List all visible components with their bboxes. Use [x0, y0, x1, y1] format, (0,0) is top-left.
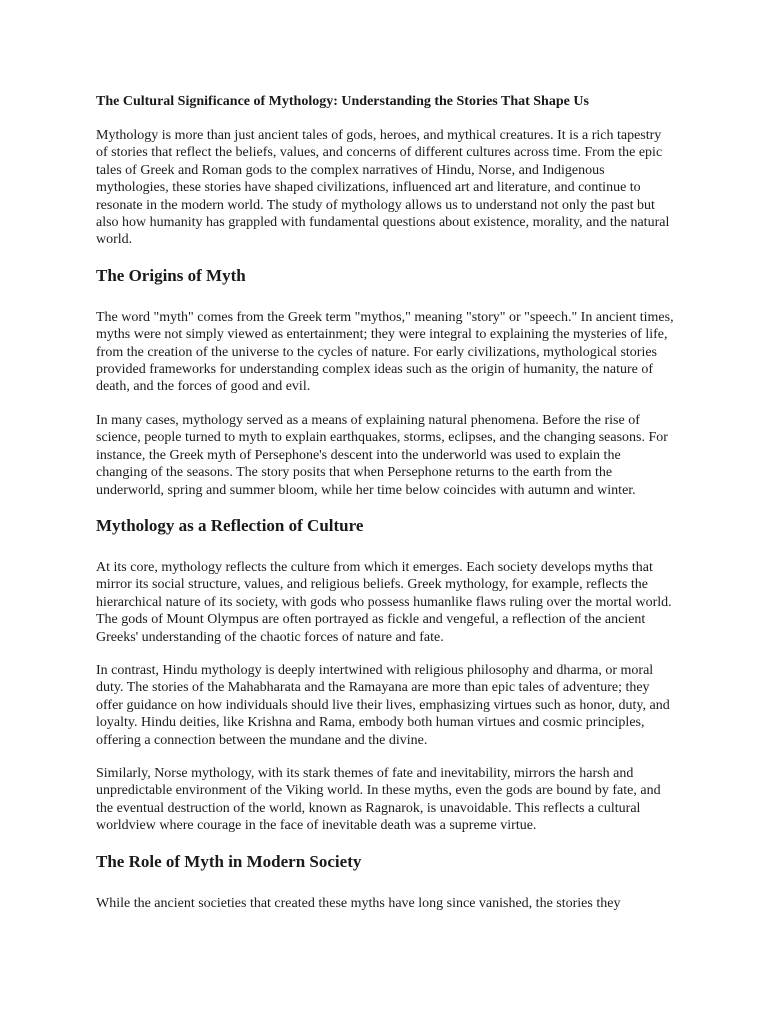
paragraph: In contrast, Hindu mythology is deeply intertwined with religious philosophy and dharma, or moral duty. The stories of the Mahabharata and the Ramayana are more than epic tales of adventure; they offer guidance on how individuals should live their lives, emphasizing virtues such as honor, duty, and loyalty. Hindu deities, like Krishna and Rama, embody both human virtues and cosmic principles, offering a connection between the mundane and the divine. [96, 662, 670, 748]
section-heading-modern: The Role of Myth in Modern Society [96, 851, 362, 871]
document-page [96, 93, 674, 928]
section-heading-origins: The Origins of Myth [96, 265, 246, 285]
document-title: The Cultural Significance of Mythology: Understanding the Stories That Shape Us [96, 94, 589, 109]
paragraph: The word "myth" comes from the Greek term "mythos," meaning "story" or "speech." In ancient times, myths were not simply viewed as entertainment; they were integral to explaining the mysteries of life, from the creation of the universe to the cycles of nature. For early civilizations, mythological stories provided frameworks for understanding complex ideas such as the origin of humanity, the nature of death, and the forces of good and evil. [96, 309, 674, 395]
paragraph: Similarly, Norse mythology, with its stark themes of fate and inevitability, mirrors the harsh and unpredictable environment of the Viking world. In these myths, even the gods are bound by fate, and the eventual destruction of the world, known as Ragnarok, is unavoidable. This reflects a cultural worldview where courage in the face of inevitable death was a supreme virtue. [96, 765, 661, 834]
paragraph: At its core, mythology reflects the culture from which it emerges. Each society develops myths that mirror its social structure, values, and religious beliefs. Greek mythology, for example, reflects the hierarchical nature of its society, with gods who possess humanlike flaws ruling over the mortal world. The gods of Mount Olympus are often portrayed as fickle and vengeful, a reflection of the ancient Greeks' understanding of the chaotic forces of nature and fate. [96, 559, 672, 645]
intro-paragraph: Mythology is more than just ancient tales of gods, heroes, and mythical creatures. It is a rich tapestry of stories that reflect the beliefs, values, and concerns of different cultures across time. From the epic tales of Greek and Roman gods to the complex narratives of Hindu, Norse, and Indigenous mythologies, these stories have shaped civilizations, influenced art and literature, and continue to resonate in the modern world. The study of mythology allows us to understand not only the past but also how humanity has grappled with fundamental questions about existence, morality, and the natural world. [96, 128, 670, 248]
section-heading-culture: Mythology as a Reflection of Culture [96, 515, 364, 535]
paragraph: In many cases, mythology served as a means of explaining natural phenomena. Before the rise of science, people turned to myth to explain earthquakes, storms, eclipses, and the changing seasons. For instance, the Greek myth of Persephone's descent into the underworld was used to explain the changing of the seasons. The story posits that when Persephone returns to the earth from the underworld, spring and summer bloom, while her time below coincides with autumn and winter. [96, 412, 668, 498]
paragraph: While the ancient societies that created these myths have long since vanished, the stories they [96, 895, 621, 911]
